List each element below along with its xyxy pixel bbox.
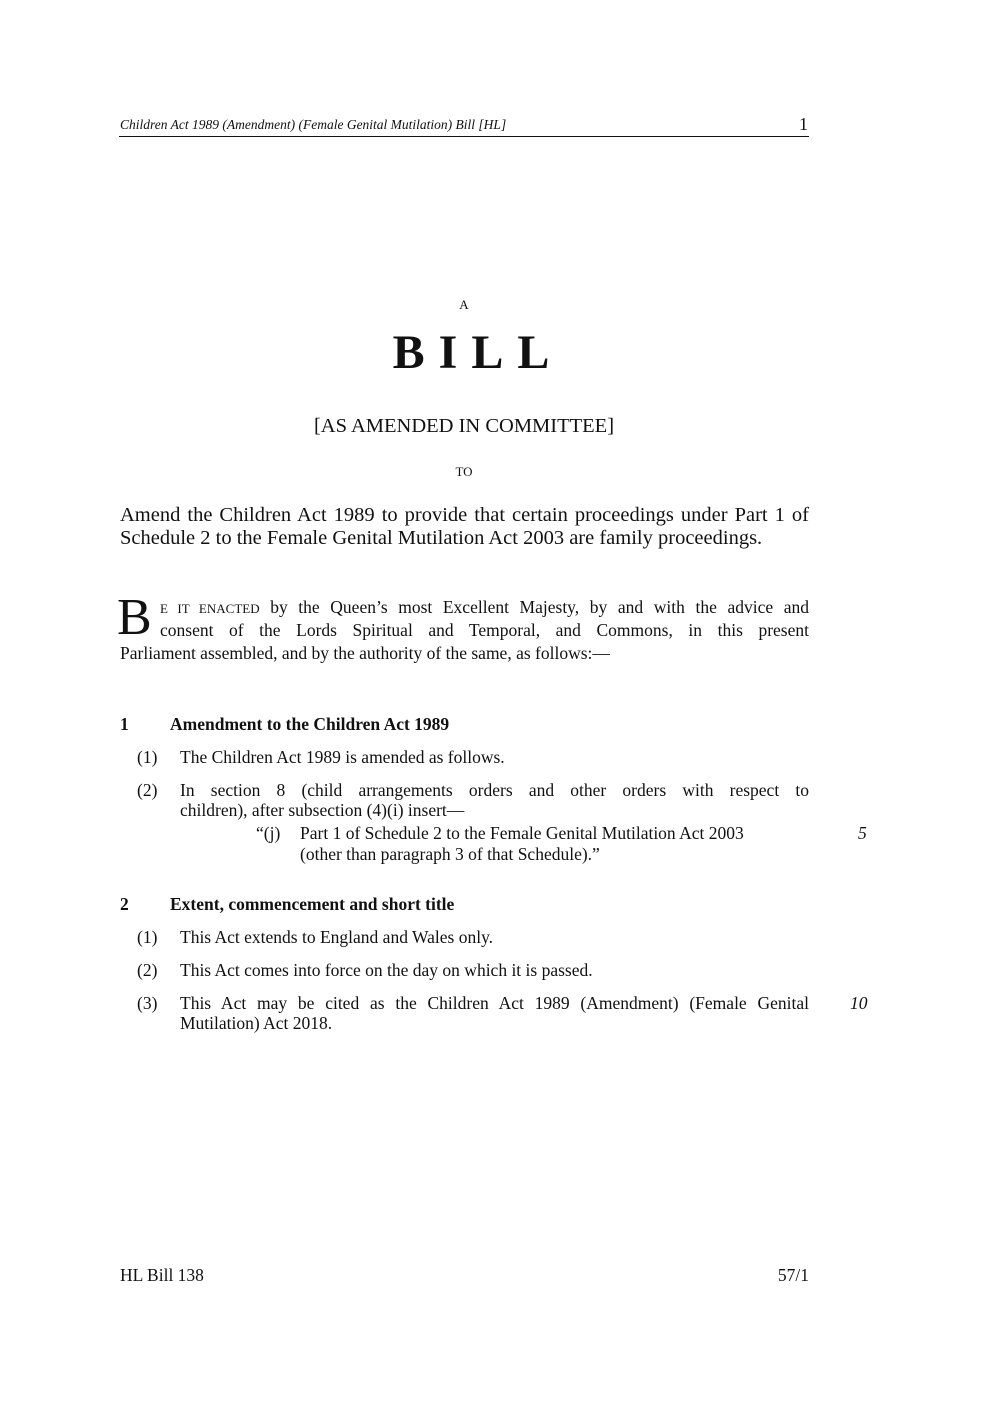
drop-cap: B: [117, 589, 152, 646]
long-title-line-1: Amend the Children Act 1989 to provide that certain proceedings under Part 1 of: [120, 504, 809, 526]
subsection-number: (1): [137, 927, 158, 947]
footer-bill-ref: HL Bill 138: [120, 1265, 204, 1285]
section-2-number: 2: [120, 894, 129, 914]
subsection-number: (1): [137, 747, 158, 767]
subsection-text: This Act may be cited as the Children Act 1989 (Amendment) (Female Genital: [180, 993, 809, 1013]
subsection-text: children), after subsection (4)(i) insert—: [180, 800, 465, 820]
section-2-heading: Extent, commencement and short title: [170, 894, 455, 914]
subsection-text: The Children Act 1989 is amended as follows.: [180, 747, 505, 767]
footer-print-ref: 57/1: [777, 1265, 809, 1285]
enacting-line-3: Parliament assembled, and by the authority of the same, as follows:—: [120, 643, 610, 663]
long-title-line-2: Schedule 2 to the Female Genital Mutilation Act 2003 are family proceedings.: [120, 527, 763, 549]
enacting-text: by the Queen’s most Excellent Majesty, by and with the advice and: [259, 597, 809, 617]
line-number: 10: [850, 993, 868, 1013]
enacting-line-2: consent of the Lords Spiritual and Temporal, and Commons, in this present: [160, 620, 809, 640]
section-1-heading: Amendment to the Children Act 1989: [170, 714, 450, 734]
subsection-text: In section 8 (child arrangements orders and other orders with respect to: [180, 780, 809, 800]
title-a: A: [459, 297, 469, 312]
subsection-text: This Act extends to England and Wales only.: [180, 927, 494, 947]
inserted-paragraph-number: “(j): [256, 823, 281, 843]
bill-title: BILL: [392, 326, 564, 379]
page-number: 1: [799, 114, 808, 134]
line-number: 5: [858, 823, 867, 843]
enacting-small-caps: E IT ENACTED: [160, 601, 260, 616]
enacting-line-1: [160, 597, 809, 618]
title-to: TO: [455, 464, 473, 479]
section-1-number: 1: [120, 714, 129, 734]
subsection-number: (3): [137, 993, 158, 1013]
running-header: Children Act 1989 (Amendment) (Female Genital Mutilation) Bill [HL]: [120, 117, 507, 132]
bill-status: [AS AMENDED IN COMMITTEE]: [313, 415, 615, 437]
inserted-paragraph-text: (other than paragraph 3 of that Schedule).”: [300, 844, 600, 864]
subsection-text: This Act comes into force on the day on which it is passed.: [180, 960, 593, 980]
subsection-number: (2): [137, 780, 158, 800]
subsection-number: (2): [137, 960, 158, 980]
subsection-text: Mutilation) Act 2018.: [180, 1013, 333, 1033]
inserted-paragraph-text: Part 1 of Schedule 2 to the Female Genital Mutilation Act 2003: [300, 823, 744, 843]
header-rule: [119, 136, 809, 137]
